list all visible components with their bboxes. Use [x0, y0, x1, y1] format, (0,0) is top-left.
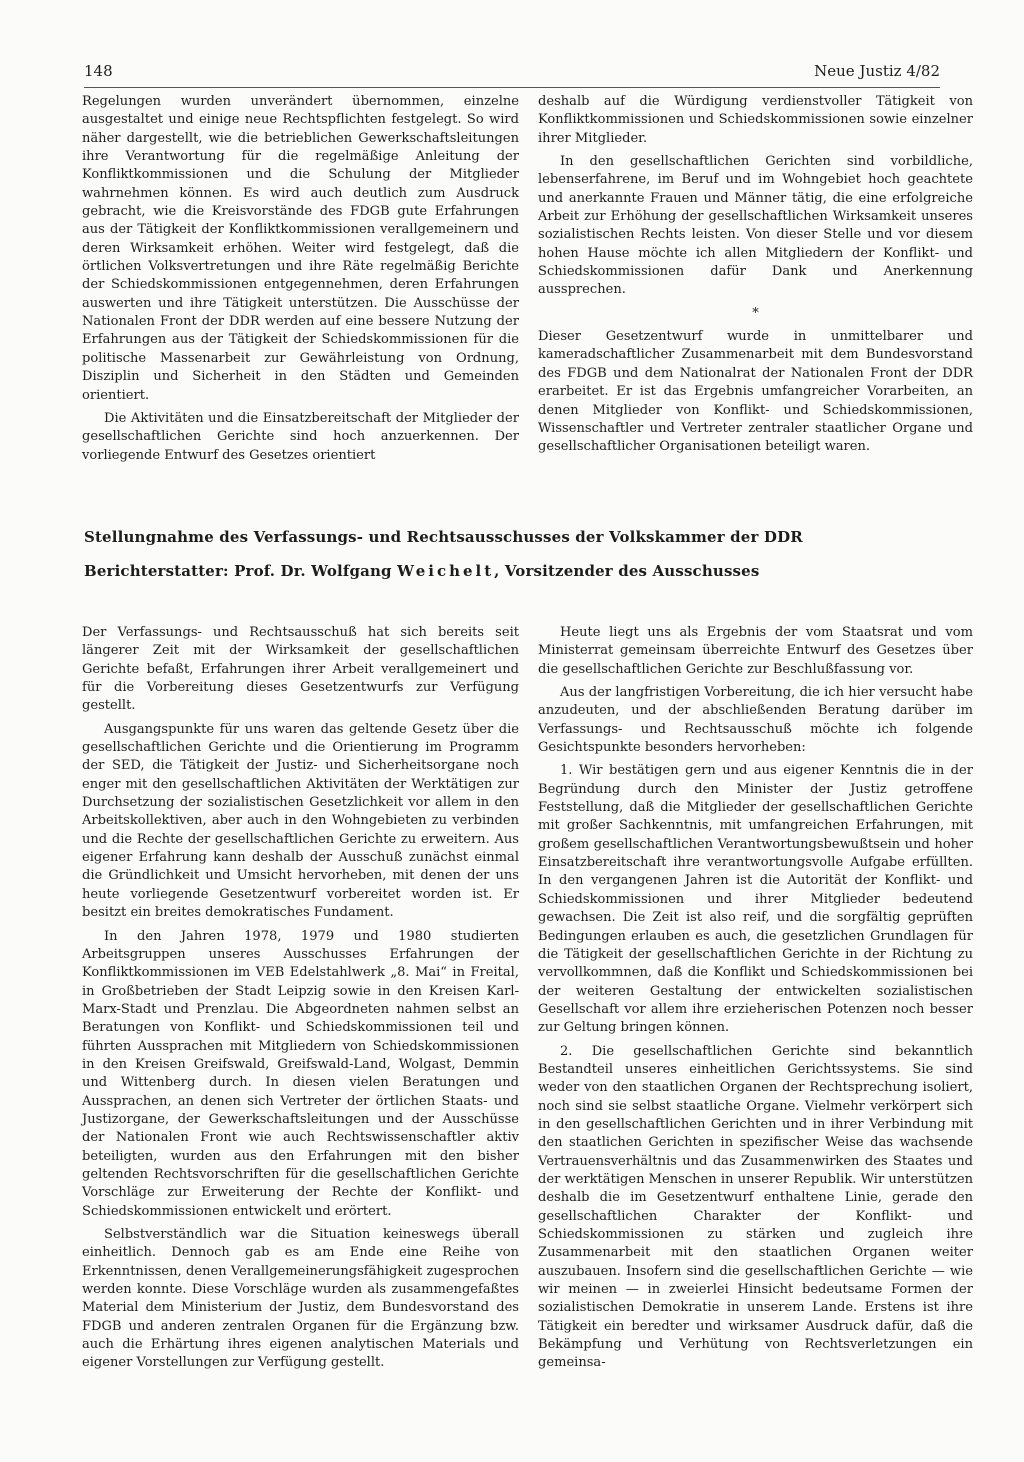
- paragraph: Die Aktivitäten und die Einsatzbereitschaft der Mitglieder der gesellschaftlichen Gerichte sind hoch anzuerkennen. Der vorliegende Entwurf des Gesetzes orientiert: [82, 410, 519, 463]
- reporter-label: Berichterstatter: Prof. Dr. Wolfgang: [84, 562, 392, 580]
- page-header: [84, 62, 940, 86]
- paragraph: 1. Wir bestätigen gern und aus eigener Kenntnis die in der Begründung durch den Minister der Justiz getroffene Feststellung, daß die Mitglieder der gesellschaftlichen Gerichte mit großer Sachkenntnis, mit umfangreichen Erfahrungen, mit großem gesellschaftlichen Verantwortungsbewußtsein und hoher Einsatzbereitschaft ihre verantwortungsvolle Aufgabe erfüllten. In den vergangenen Jahren ist die Autorität der Konflikt- und Schiedskommissionen und ihrer Mitglieder bedeutend gewachsen. Die Zeit ist also reif, und die sorgfältig geprüften Bedingungen erlauben es auch, die gesetzlichen Grundlagen für die Tätigkeit der gesellschaftlichen Gerichte in der Richtung zu vervollkommnen, daß die Konflikt und Schiedskommissionen bei der weiteren Gestaltung der entwickelten sozialistischen Gesellschaft vor allem ihre erzieherischen Potenzen noch besser zur Geltung bringen können.: [538, 763, 973, 1036]
- reporter-role: , Vorsitzender des Ausschusses: [494, 562, 760, 580]
- paragraph: Regelungen wurden unverändert übernommen, einzelne ausgestaltet und einige neue Rechtspflichten festgelegt. So wird näher dargestellt, wie die betrieblichen Gewerkschaftsleitungen ihre Verantwortung für die regelmäßige Anleitung der Konfliktkommissionen und die Schulung der Mitglieder wahrnehmen können. Es wird auch deutlich zum Ausdruck gebracht, wie die Kreisvorstände des FDGB gute Erfahrungen aus der Tätigkeit der Konfliktkommissionen verallgemeinern und deren Wirksamkeit erhöhen. Weiter wird festgelegt, daß die örtlichen Volksvertretungen und ihre Räte regelmäßig Berichte der Schiedskommissionen entgegennehmen, deren Erfahrungen auswerten und ihre Tätigkeit unterstützen. Die Ausschüsse der Nationalen Front der DDR werden auf eine bessere Nutzung der Erfahrungen aus der Tätigkeit der Schiedskommissionen für die politische Massenarbeit zur Gewährleistung von Ordnung, Disziplin und Sicherheit in den Städten und Gemeinden orientiert.: [82, 94, 519, 403]
- paragraph: Aus der langfristigen Vorbereitung, die ich hier versucht habe anzudeuten, und der abschließenden Beratung darüber im Verfassungs- und Rechtsausschuß möchte ich folgende Gesichtspunkte besonders hervorheben:: [538, 685, 973, 756]
- paragraph: Ausgangspunkte für uns waren das geltende Gesetz über die gesellschaftlichen Gerichte und die Orientierung im Programm der SED, die Tätigkeit der Justiz- und Sicherheitsorgane noch enger mit den gesellschaftlichen Aktivitäten der Werktätigen zur Durchsetzung der sozialistischen Gesetzlichkeit vor allem in den Arbeitskollektiven, aber auch in den Wohngebieten zu verbinden und die Rechte der gesellschaftlichen Gerichte zu erweitern. Aus eigener Erfahrung kann deshalb der Ausschuß zunächst einmal die Gründlichkeit und Umsicht hervorheben, mit denen der uns heute vorliegende Gesetzentwurf vorbereitet worden ist. Er besitzt ein breites demokratisches Fundament.: [82, 721, 519, 921]
- top-right-column: [538, 93, 973, 457]
- reporter-name: Weichelt: [397, 562, 495, 580]
- paragraph: In den gesellschaftlichen Gerichten sind vorbildliche, lebenserfahrene, im Beruf und im Wohngebiet hoch geachtete und anerkannte Frauen und Männer tätig, die eine erfolgreiche Arbeit zur Erhöhung der gesellschaftlichen Wirksamkeit unseres sozialistischen Rechts leisten. Von dieser Stelle und vor diesem hohen Hause möchte ich allen Mitgliedern der Konflikt- und Schiedskommissionen dafür Dank und Anerkennung aussprechen.: [538, 154, 973, 298]
- paragraph: Dieser Gesetzentwurf wurde in unmittelbarer und kameradschaftlicher Zusammenarbeit mit dem Bundesvorstand des FDGB und dem Nationalrat der Nationalen Front der DDR erarbeitet. Er ist das Ergebnis umfangreicher Vorarbeiten, an denen Mitglieder von Konflikt- und Schiedskommissionen, Wissenschaftler und Vertreter zentraler staatlicher Organe und gesellschaftlicher Organisationen beteiligt waren.: [538, 329, 973, 455]
- paragraph: Selbstverständlich war die Situation keineswegs überall einheitlich. Dennoch gab es am Ende eine Reihe von Erkenntnissen, denen Verallgemeinerungsfähigkeit zugesprochen werden konnte. Diese Vorschläge wurden als zusammengefaßtes Material dem Ministerium der Justiz, dem Bundesvorstand des FDGB und anderen zentralen Organen für die Ergänzung bzw. auch die Erhärtung ihres eigenen analytischen Materials und eigener Vorstellungen zur Verfügung gestellt.: [82, 1227, 519, 1371]
- bottom-left-column: [82, 624, 519, 1373]
- reporter-line: [84, 562, 944, 580]
- bottom-right-column: [538, 624, 973, 1373]
- paragraph: Der Verfassungs- und Rechtsausschuß hat sich bereits seit längerer Zeit mit der Wirksamkeit der gesellschaftlichen Gerichte befaßt, Erfahrungen ihrer Arbeit verallgemeinert und für die Vorbereitung dieses Gesetzentwurfs zur Verfügung gestellt.: [82, 625, 519, 714]
- page-number: 148: [84, 62, 113, 80]
- header-rule: [84, 87, 940, 88]
- journal-issue: Neue Justiz 4/82: [814, 62, 940, 80]
- paragraph: In den Jahren 1978, 1979 und 1980 studierten Arbeitsgruppen unseres Ausschusses Erfahrungen der Konfliktkommissionen im VEB Edelstahlwerk „8. Mai“ in Freital, in Großbetrieben der Stadt Leipzig sowie in den Kreisen Karl-Marx-Stadt und Prenzlau. Die Abgeordneten nahmen selbst an Beratungen von Konflikt- und Schiedskommissionen teil und führten Aussprachen mit Mitgliedern von Schiedskommissionen in den Kreisen Greifswald, Greifswald-Land, Wolgast, Demmin und Wittenberg durch. In diesen vielen Beratungen und Aussprachen, an denen sich Vertreter der örtlichen Staats- und Justizorgane, der Gewerkschaftsleitungen und der Ausschüsse der Nationalen Front wie auch Rechtswissenschaftler aktiv beteiligten, wurden aus den Erfahrungen mit den bisher geltenden Rechtsvorschriften für die gesellschaftlichen Gerichte Vorschläge zur Erweiterung der Rechte der Konflikt- und Schiedskommissionen entwickelt und erörtert.: [82, 928, 519, 1219]
- top-left-column: [82, 93, 519, 465]
- section-heading: Stellungnahme des Verfassungs- und Rechtsausschusses der Volkskammer der DDR: [84, 528, 803, 546]
- section-separator: *: [752, 305, 759, 321]
- paragraph: Heute liegt uns als Ergebnis der vom Staatsrat und vom Ministerrat gemeinsam überreichte Entwurf des Gesetzes über die gesellschaftlichen Gerichte zur Beschlußfassung vor.: [538, 625, 973, 677]
- paragraph: deshalb auf die Würdigung verdienstvoller Tätigkeit von Konfliktkommissionen und Schiedskommissionen sowie einzelner ihrer Mitglieder.: [538, 94, 973, 146]
- paragraph: 2. Die gesellschaftlichen Gerichte sind bekanntlich Bestandteil unseres einheitlichen Gerichtssystems. Sie sind weder von den staatlichen Organen der Rechtsprechung isoliert, noch sind sie selbst staatliche Organe. Vielmehr verkörpert sich in den gesellschaftlichen Gerichten und in ihrer Verbindung mit den staatlichen Gerichten in spezifischer Weise das wachsende Vertrauensverhältnis und das Zusammenwirken des Staates und der werktätigen Menschen in unserer Republik. Wir unterstützen deshalb die im Gesetzentwurf enthaltene Linie, gerade den gesellschaftlichen Charakter der Konflikt- und Schiedskommissionen zu stärken und zugleich ihre Zusammenarbeit mit den staatlichen Organen weiter auszubauen. Insofern sind die gesellschaftlichen Gerichte — wie wir meinen — in zweierlei Hinsicht bedeutsame Formen der sozialistischen Demokratie in unserem Lande. Erstens ist ihre Tätigkeit ein beredter und wirksamer Ausdruck dafür, daß die Bekämpfung und Verhütung von Rechtsverletzungen ein gemeinsa-: [538, 1043, 973, 1371]
